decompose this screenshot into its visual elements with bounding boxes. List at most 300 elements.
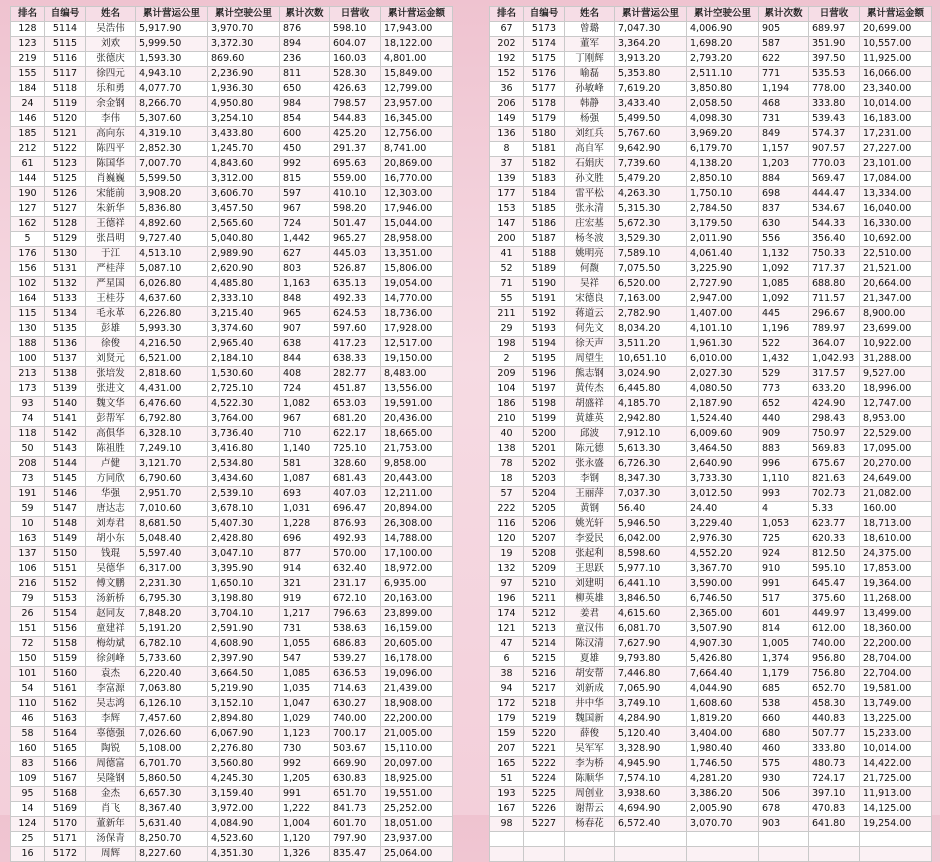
trips-cell: 1,029 — [280, 712, 330, 727]
trips-cell: 522 — [759, 337, 809, 352]
empty-km-cell: 6,009.60 — [687, 427, 759, 442]
name-cell: 董军 — [565, 37, 615, 52]
table-row — [11, 547, 453, 562]
rank-cell: 211 — [490, 307, 524, 322]
empty-km-cell: 24.40 — [687, 502, 759, 517]
rank-cell: 95 — [11, 787, 45, 802]
name-cell: 杨强 — [565, 112, 615, 127]
id-cell: 5160 — [45, 667, 86, 682]
total-revenue-cell: 11,913.00 — [860, 787, 932, 802]
daily-revenue-cell: 333.80 — [809, 742, 860, 757]
total-revenue-cell: 16,159.00 — [381, 622, 453, 637]
header-operating-km: 累计营运公里 — [136, 7, 208, 22]
daily-revenue-cell: 534.67 — [809, 202, 860, 217]
trips-cell: 731 — [280, 622, 330, 637]
daily-revenue-cell: 317.57 — [809, 367, 860, 382]
operating-km-cell: 5,613.30 — [615, 442, 687, 457]
rank-cell: 47 — [490, 637, 524, 652]
trips-cell: 877 — [280, 547, 330, 562]
table-body — [490, 22, 932, 862]
daily-revenue-cell: 492.93 — [330, 532, 381, 547]
empty-km-cell: 2,333.10 — [208, 292, 280, 307]
rank-cell: 163 — [11, 532, 45, 547]
id-cell: 5123 — [45, 157, 86, 172]
empty-km-cell: 6,746.50 — [687, 592, 759, 607]
rank-cell: 150 — [11, 652, 45, 667]
name-cell: 陈元德 — [565, 442, 615, 457]
name-cell: 蒋道云 — [565, 307, 615, 322]
rank-cell: 172 — [490, 697, 524, 712]
name-cell: 姚明亮 — [565, 247, 615, 262]
trips-cell: 460 — [759, 742, 809, 757]
trips-cell: 930 — [759, 772, 809, 787]
operating-km-cell: 5,599.50 — [136, 172, 208, 187]
trips-cell: 724 — [280, 217, 330, 232]
rank-cell: 93 — [11, 397, 45, 412]
name-cell: 胡小东 — [86, 532, 136, 547]
table-row — [11, 637, 453, 652]
trips-cell: 1,374 — [759, 652, 809, 667]
rank-cell: 192 — [490, 52, 524, 67]
empty-km-cell: 5,407.30 — [208, 517, 280, 532]
daily-revenue-cell: 700.17 — [330, 727, 381, 742]
empty-km-cell: 3,969.20 — [687, 127, 759, 142]
total-revenue-cell: 21,521.00 — [860, 262, 932, 277]
daily-revenue-cell: 1,042.93 — [809, 352, 860, 367]
id-cell: 5148 — [45, 517, 86, 532]
name-cell: 高俱华 — [86, 427, 136, 442]
name-cell: 肖巍巍 — [86, 172, 136, 187]
total-revenue-cell: 8,953.00 — [860, 412, 932, 427]
trips-cell: 848 — [280, 292, 330, 307]
table-row — [11, 577, 453, 592]
daily-revenue-cell: 641.80 — [809, 817, 860, 832]
total-revenue-cell: 10,014.00 — [860, 97, 932, 112]
operating-km-cell: 5,767.60 — [615, 127, 687, 142]
total-revenue-cell: 25,064.00 — [381, 847, 453, 862]
table-row — [11, 67, 453, 82]
total-revenue-cell: 19,054.00 — [381, 277, 453, 292]
table-row — [490, 67, 932, 82]
rank-cell: 109 — [11, 772, 45, 787]
operating-km-cell: 7,007.70 — [136, 157, 208, 172]
operating-km-cell: 4,319.10 — [136, 127, 208, 142]
empty-km-cell: 4,061.40 — [687, 247, 759, 262]
total-revenue-cell: 19,591.00 — [381, 397, 453, 412]
total-revenue-cell: 14,125.00 — [860, 802, 932, 817]
empty-km-cell: 7,664.40 — [687, 667, 759, 682]
total-revenue-cell: 23,101.00 — [860, 157, 932, 172]
operating-km-cell: 9,793.80 — [615, 652, 687, 667]
total-revenue-cell: 13,334.00 — [860, 187, 932, 202]
id-cell: 5116 — [45, 52, 86, 67]
total-revenue-cell: 18,736.00 — [381, 307, 453, 322]
table-row — [490, 562, 932, 577]
table-row — [490, 682, 932, 697]
empty-km-cell: 4,138.20 — [687, 157, 759, 172]
daily-revenue-cell: 630.83 — [330, 772, 381, 787]
trips-cell: 854 — [280, 112, 330, 127]
id-cell: 5210 — [524, 577, 565, 592]
id-cell: 5187 — [524, 232, 565, 247]
total-revenue-cell: 21,439.00 — [381, 682, 453, 697]
header-trips: 累计次数 — [759, 7, 809, 22]
daily-revenue-cell: 965.27 — [330, 232, 381, 247]
rank-cell: 123 — [11, 37, 45, 52]
operating-km-cell: 2,852.30 — [136, 142, 208, 157]
table-row — [490, 622, 932, 637]
table-row — [11, 352, 453, 367]
table-row — [11, 247, 453, 262]
total-revenue-cell: 19,551.00 — [381, 787, 453, 802]
rank-cell: 128 — [11, 22, 45, 37]
name-cell: 董新年 — [86, 817, 136, 832]
total-revenue-cell: 23,899.00 — [381, 607, 453, 622]
name-cell: 姜君 — [565, 607, 615, 622]
trips-cell: 450 — [280, 142, 330, 157]
name-cell: 张永盛 — [565, 457, 615, 472]
name-cell: 肖飞 — [86, 802, 136, 817]
empty-km-cell: 3,070.70 — [687, 817, 759, 832]
operating-km-cell: 6,726.30 — [615, 457, 687, 472]
name-cell: 高向东 — [86, 127, 136, 142]
daily-revenue-cell: 480.73 — [809, 757, 860, 772]
operating-km-cell: 5,917.90 — [136, 22, 208, 37]
id-cell: 5201 — [524, 442, 565, 457]
name-cell: 周德富 — [86, 757, 136, 772]
rank-cell: 38 — [490, 667, 524, 682]
daily-revenue-cell: 622.17 — [330, 427, 381, 442]
operating-km-cell: 6,782.10 — [136, 637, 208, 652]
operating-km-cell: 7,912.10 — [615, 427, 687, 442]
total-revenue-cell: 20,869.00 — [381, 157, 453, 172]
empty-km-cell: 3,590.00 — [687, 577, 759, 592]
empty-km-cell: 6,010.00 — [687, 352, 759, 367]
name-cell: 刘欢 — [86, 37, 136, 52]
name-cell: 李为桥 — [565, 757, 615, 772]
rank-cell: 14 — [11, 802, 45, 817]
id-cell: 5159 — [45, 652, 86, 667]
daily-revenue-cell: 675.67 — [809, 457, 860, 472]
empty-km-cell: 869.60 — [208, 52, 280, 67]
name-cell: 王丽萍 — [565, 487, 615, 502]
daily-revenue-cell: 686.83 — [330, 637, 381, 652]
trips-cell: 622 — [759, 52, 809, 67]
table-row — [11, 457, 453, 472]
trips-cell: 815 — [280, 172, 330, 187]
id-cell: 5215 — [524, 652, 565, 667]
trips-cell: 1,326 — [280, 847, 330, 862]
trips-cell: 903 — [759, 817, 809, 832]
daily-revenue-cell: 620.33 — [809, 532, 860, 547]
total-revenue-cell: 17,231.00 — [860, 127, 932, 142]
id-cell: 5183 — [524, 172, 565, 187]
rank-cell: 121 — [490, 622, 524, 637]
daily-revenue-cell: 750.33 — [809, 247, 860, 262]
daily-revenue-cell: 651.70 — [330, 787, 381, 802]
id-cell: 5179 — [524, 112, 565, 127]
id-cell: 5174 — [524, 37, 565, 52]
id-cell: 5190 — [524, 277, 565, 292]
trips-cell: 1,082 — [280, 397, 330, 412]
trips-cell: 967 — [280, 202, 330, 217]
id-cell: 5188 — [524, 247, 565, 262]
name-cell: 汤新桥 — [86, 592, 136, 607]
id-cell: 5135 — [45, 322, 86, 337]
header-total-revenue: 累计营运金额 — [381, 7, 453, 22]
operating-km-cell: 6,441.10 — [615, 577, 687, 592]
operating-km-cell: 6,126.10 — [136, 697, 208, 712]
name-cell: 吴志鸿 — [86, 697, 136, 712]
empty-km-cell: 2,894.80 — [208, 712, 280, 727]
total-revenue-cell: 11,925.00 — [860, 52, 932, 67]
daily-revenue-cell: 501.47 — [330, 217, 381, 232]
total-revenue-cell: 8,900.00 — [860, 307, 932, 322]
rank-cell: 124 — [11, 817, 45, 832]
daily-revenue-cell: 835.47 — [330, 847, 381, 862]
name-cell: 黄传杰 — [565, 382, 615, 397]
name-cell: 唐达志 — [86, 502, 136, 517]
total-revenue-cell: 12,756.00 — [381, 127, 453, 142]
trips-cell: 773 — [759, 382, 809, 397]
operating-km-cell: 5,597.40 — [136, 547, 208, 562]
rank-cell: 167 — [490, 802, 524, 817]
daily-revenue-cell: 633.20 — [809, 382, 860, 397]
operating-km-cell — [615, 832, 687, 847]
id-cell: 5216 — [524, 667, 565, 682]
empty-km-cell: 3,198.80 — [208, 592, 280, 607]
table-row — [11, 817, 453, 832]
name-cell: 王桂芬 — [86, 292, 136, 307]
daily-revenue-cell: 296.67 — [809, 307, 860, 322]
trips-cell: 468 — [759, 97, 809, 112]
name-cell: 胡盛祥 — [565, 397, 615, 412]
daily-revenue-cell: 612.00 — [809, 622, 860, 637]
name-cell — [565, 847, 615, 862]
trips-cell: 1,092 — [759, 262, 809, 277]
total-revenue-cell: 14,770.00 — [381, 292, 453, 307]
daily-revenue-cell: 632.40 — [330, 562, 381, 577]
rank-cell: 61 — [11, 157, 45, 172]
name-cell: 陶锐 — [86, 742, 136, 757]
trips-cell: 1,196 — [759, 322, 809, 337]
operating-km-cell: 7,457.60 — [136, 712, 208, 727]
rank-cell: 153 — [490, 202, 524, 217]
trips-cell — [759, 847, 809, 862]
empty-km-cell: 3,225.90 — [687, 262, 759, 277]
daily-revenue-cell: 821.63 — [809, 472, 860, 487]
trips-cell: 1,442 — [280, 232, 330, 247]
total-revenue-cell: 15,110.00 — [381, 742, 453, 757]
table-row — [11, 607, 453, 622]
operating-km-cell: 4,892.60 — [136, 217, 208, 232]
rank-cell: 94 — [490, 682, 524, 697]
table-row — [11, 442, 453, 457]
daily-revenue-cell: 724.17 — [809, 772, 860, 787]
daily-revenue-cell: 778.00 — [809, 82, 860, 97]
id-cell: 5212 — [524, 607, 565, 622]
trips-cell: 844 — [280, 352, 330, 367]
empty-km-cell: 4,552.20 — [687, 547, 759, 562]
table-row — [11, 832, 453, 847]
rank-cell: 24 — [11, 97, 45, 112]
total-revenue-cell: 16,178.00 — [381, 652, 453, 667]
empty-km-cell: 2,027.30 — [687, 367, 759, 382]
table-row — [11, 427, 453, 442]
operating-km-cell: 7,026.60 — [136, 727, 208, 742]
empty-km-cell: 3,678.10 — [208, 502, 280, 517]
rank-cell: 83 — [11, 757, 45, 772]
rank-cell: 104 — [490, 382, 524, 397]
name-cell: 丁刚辉 — [565, 52, 615, 67]
empty-km-cell: 4,101.10 — [687, 322, 759, 337]
operating-km-cell: 7,063.80 — [136, 682, 208, 697]
id-cell: 5164 — [45, 727, 86, 742]
id-cell: 5143 — [45, 442, 86, 457]
trips-cell: 907 — [280, 322, 330, 337]
rank-cell: 79 — [11, 592, 45, 607]
daily-revenue-cell: 876.93 — [330, 517, 381, 532]
name-cell: 高自军 — [565, 142, 615, 157]
id-cell: 5191 — [524, 292, 565, 307]
id-cell: 5114 — [45, 22, 86, 37]
daily-revenue-cell: 407.03 — [330, 487, 381, 502]
total-revenue-cell: 15,806.00 — [381, 262, 453, 277]
total-revenue-cell: 13,499.00 — [860, 607, 932, 622]
name-cell: 刘寿君 — [86, 517, 136, 532]
trips-cell: 1,179 — [759, 667, 809, 682]
id-cell: 5147 — [45, 502, 86, 517]
daily-revenue-cell — [809, 832, 860, 847]
table-row — [490, 202, 932, 217]
table-row — [490, 172, 932, 187]
rank-cell: 216 — [11, 577, 45, 592]
id-cell: 5156 — [45, 622, 86, 637]
total-revenue-cell: 18,360.00 — [860, 622, 932, 637]
empty-km-cell: 4,084.90 — [208, 817, 280, 832]
id-cell: 5226 — [524, 802, 565, 817]
total-revenue-cell: 15,233.00 — [860, 727, 932, 742]
trips-cell: 630 — [759, 217, 809, 232]
empty-km-cell: 3,254.10 — [208, 112, 280, 127]
empty-km-cell: 3,012.50 — [687, 487, 759, 502]
rank-cell: 74 — [11, 412, 45, 427]
operating-km-cell: 4,077.70 — [136, 82, 208, 97]
rank-cell: 139 — [490, 172, 524, 187]
rank-cell: 138 — [490, 442, 524, 457]
trips-cell: 1,217 — [280, 607, 330, 622]
daily-revenue-cell: 770.03 — [809, 157, 860, 172]
total-revenue-cell: 6,935.00 — [381, 577, 453, 592]
daily-revenue-cell: 569.47 — [809, 172, 860, 187]
name-cell: 黄雄英 — [565, 412, 615, 427]
daily-revenue-cell: 725.10 — [330, 442, 381, 457]
rank-cell: 120 — [490, 532, 524, 547]
operating-km-cell: 2,231.30 — [136, 577, 208, 592]
table-row — [11, 472, 453, 487]
table-row — [490, 97, 932, 112]
table-row — [490, 187, 932, 202]
empty-km-cell: 3,433.80 — [208, 127, 280, 142]
operating-km-cell: 2,951.70 — [136, 487, 208, 502]
operating-km-cell: 5,499.50 — [615, 112, 687, 127]
empty-km-cell: 1,245.70 — [208, 142, 280, 157]
daily-revenue-cell: 5.33 — [809, 502, 860, 517]
empty-km-cell: 2,727.90 — [687, 277, 759, 292]
total-revenue-cell: 18,908.00 — [381, 697, 453, 712]
total-revenue-cell: 21,753.00 — [381, 442, 453, 457]
id-cell: 5170 — [45, 817, 86, 832]
id-cell: 5136 — [45, 337, 86, 352]
name-cell: 王思跃 — [565, 562, 615, 577]
header-daily-revenue: 日营收 — [809, 7, 860, 22]
daily-revenue-cell: 672.10 — [330, 592, 381, 607]
operating-km-cell: 7,065.90 — [615, 682, 687, 697]
table-row — [11, 652, 453, 667]
name-cell: 宋能前 — [86, 187, 136, 202]
id-cell: 5132 — [45, 277, 86, 292]
id-cell: 5186 — [524, 217, 565, 232]
rank-cell: 51 — [490, 772, 524, 787]
operating-km-cell: 6,042.00 — [615, 532, 687, 547]
empty-km-cell: 4,843.60 — [208, 157, 280, 172]
name-cell: 童汉伟 — [565, 622, 615, 637]
empty-km-cell: 1,936.30 — [208, 82, 280, 97]
operating-km-cell: 6,445.80 — [615, 382, 687, 397]
table-row — [490, 52, 932, 67]
name-cell: 雷平松 — [565, 187, 615, 202]
rank-cell: 136 — [490, 127, 524, 142]
rank-cell: 101 — [11, 667, 45, 682]
table-row — [490, 142, 932, 157]
daily-revenue-cell: 231.17 — [330, 577, 381, 592]
trips-cell: 993 — [759, 487, 809, 502]
operating-km-cell: 5,999.50 — [136, 37, 208, 52]
rank-cell: 177 — [490, 187, 524, 202]
daily-revenue-cell: 798.57 — [330, 97, 381, 112]
daily-revenue-cell: 645.47 — [809, 577, 860, 592]
empty-km-cell: 3,047.10 — [208, 547, 280, 562]
empty-km-cell: 4,523.60 — [208, 832, 280, 847]
rank-cell: 10 — [11, 517, 45, 532]
name-cell: 李爱民 — [565, 532, 615, 547]
trips-cell: 627 — [280, 247, 330, 262]
name-cell: 袁杰 — [86, 667, 136, 682]
total-revenue-cell: 19,150.00 — [381, 352, 453, 367]
table-row — [11, 277, 453, 292]
ranking-table-left — [10, 6, 453, 862]
trips-cell: 650 — [280, 82, 330, 97]
daily-revenue-cell: 597.60 — [330, 322, 381, 337]
daily-revenue-cell: 503.67 — [330, 742, 381, 757]
trips-cell: 910 — [759, 562, 809, 577]
rank-cell: 73 — [11, 472, 45, 487]
id-cell: 5169 — [45, 802, 86, 817]
operating-km-cell: 5,353.80 — [615, 67, 687, 82]
total-revenue-cell: 17,943.00 — [381, 22, 453, 37]
name-cell: 邱波 — [565, 427, 615, 442]
header-daily-revenue: 日营收 — [330, 7, 381, 22]
table-row — [11, 142, 453, 157]
rank-cell: 207 — [490, 742, 524, 757]
id-cell: 5133 — [45, 292, 86, 307]
id-cell: 5121 — [45, 127, 86, 142]
daily-revenue-cell: 535.53 — [809, 67, 860, 82]
trips-cell: 1,140 — [280, 442, 330, 457]
name-cell: 徐四元 — [86, 67, 136, 82]
table-row — [490, 742, 932, 757]
name-cell: 余金钢 — [86, 97, 136, 112]
